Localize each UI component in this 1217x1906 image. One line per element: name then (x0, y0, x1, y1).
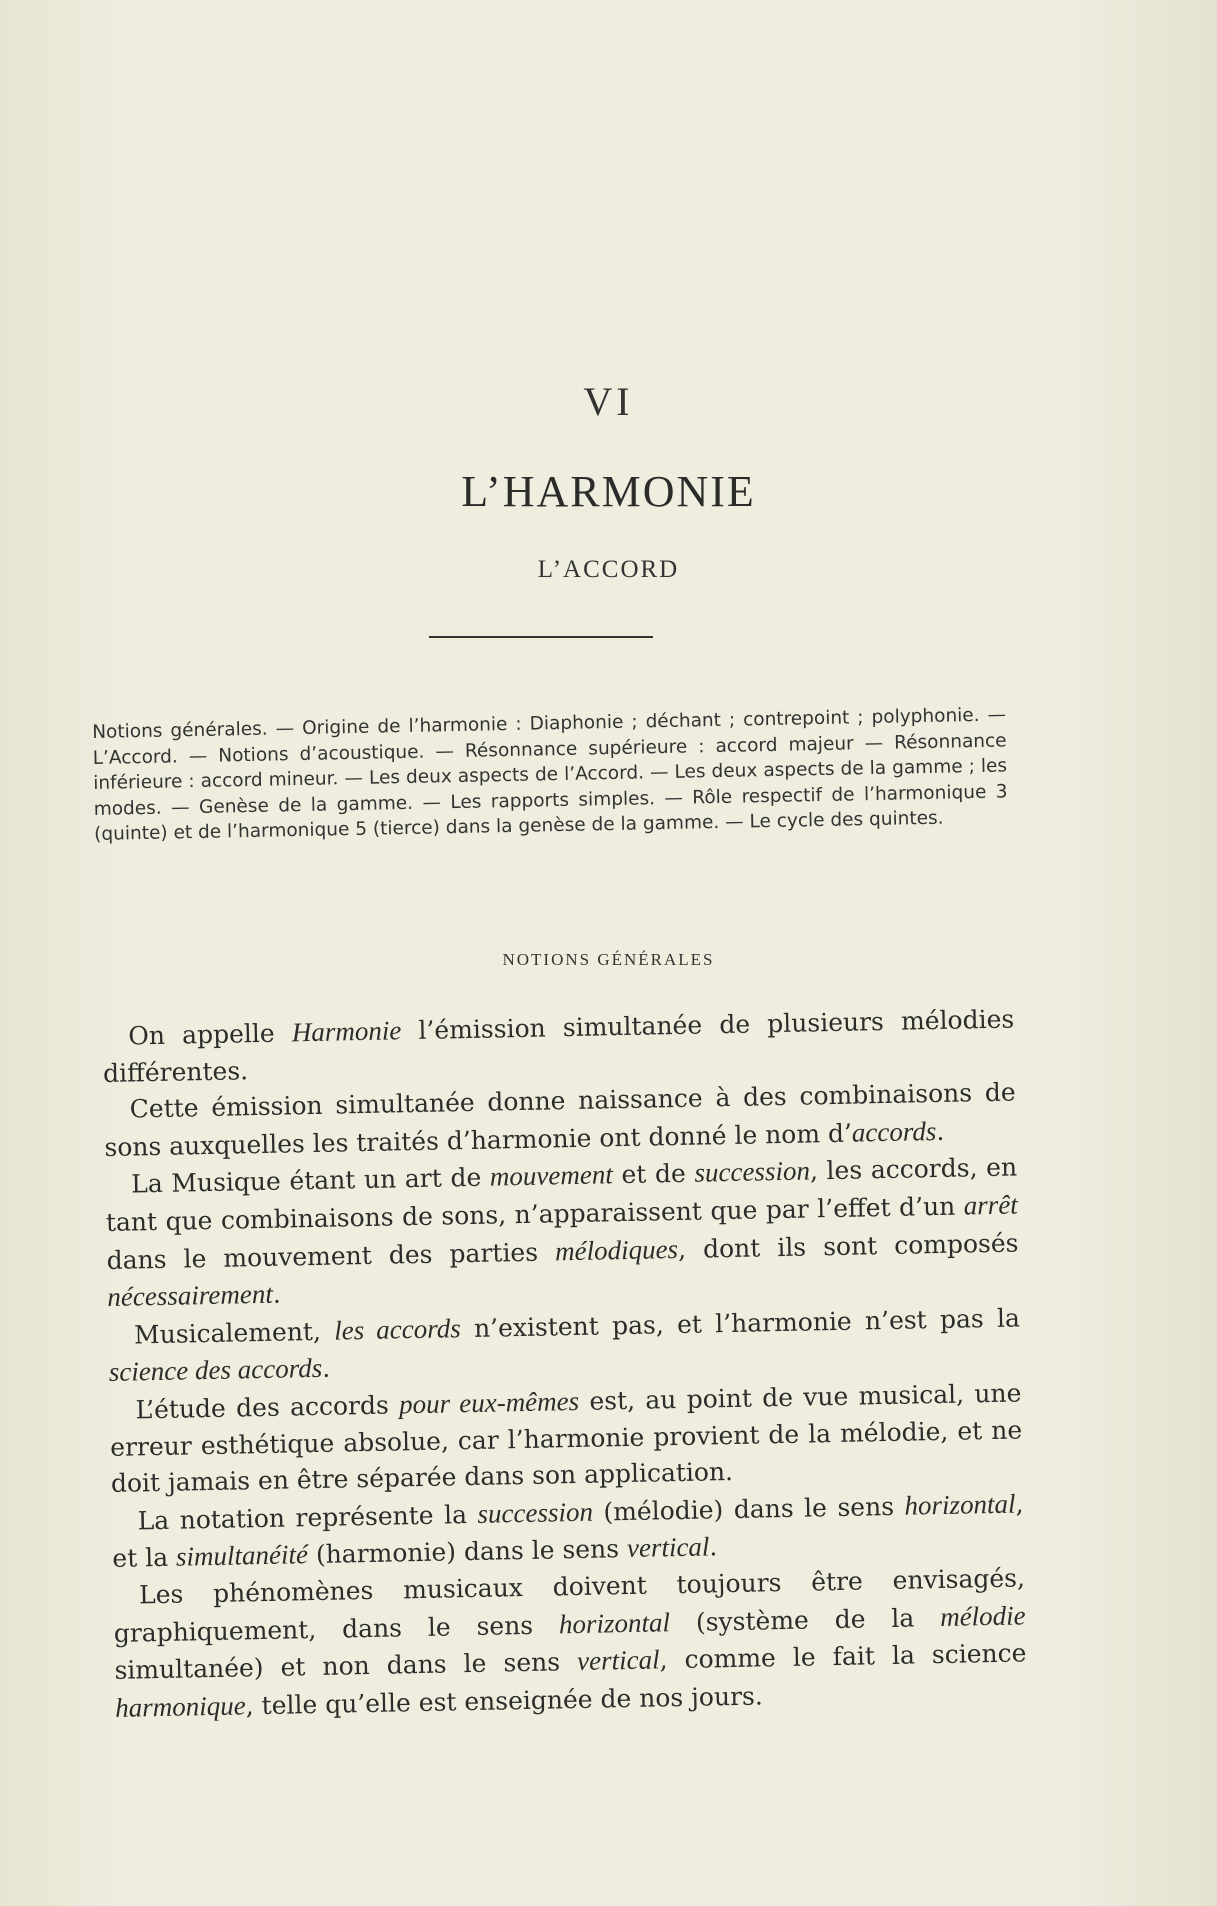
text-run: On appelle (128, 1018, 293, 1051)
italic-run: nécessairement (107, 1278, 274, 1313)
italic-run: mouvement (489, 1159, 614, 1192)
text-run: , et la (112, 1489, 1024, 1574)
italic-run: mélodie (939, 1599, 1026, 1632)
text-run: simultanée) et non dans le sens (114, 1647, 578, 1685)
section-heading: NOTIONS GÉNÉRALES (502, 950, 715, 969)
text-run: Cette émission simultanée donne naissance à des combinaisons de sons auxquelles les traités d’harmonie ont donné le nom d’ (104, 1077, 1016, 1162)
text-run: l’émission simultanée de plusieurs mélodies différentes. (102, 1004, 1015, 1088)
text-run: , telle qu’elle est enseignée de nos jours. (245, 1681, 764, 1721)
text-run: . (321, 1354, 331, 1384)
text-run: Les phénomènes musicaux doivent toujours être envisagés, graphiquement, dans le sens (113, 1563, 1026, 1648)
text-run: et de (612, 1159, 695, 1190)
text-run: (mélodie) dans le sens (592, 1491, 905, 1527)
text-run: La notation représente la (137, 1499, 478, 1536)
body-paragraph (113, 1560, 1028, 1727)
text-run: dans le mouvement des parties (106, 1236, 556, 1275)
italic-run: succession (477, 1496, 594, 1529)
text-run: . (272, 1279, 282, 1309)
italic-run: pour eux-mêmes (398, 1385, 580, 1420)
text-run: , comme le fait la science (659, 1638, 1027, 1675)
chapter-number: VI (583, 379, 634, 424)
chapter-summary: Notions générales. — Origine de l’harmonie : Diaphonie ; déchant ; contrepoint ; polyphonie. — L’Accord. — Notions d’acoustique. — Résonnance supérieure : accord majeur — Résonnance inférieure : accord mineur. — Les deux aspects de l’Accord. — Les deux aspects de la gamme ; les modes. — Genèse de la gamme. — Les rapports simples. — Rôle respectif de l’harmonique 3 (quinte) et de l’harmonique 5 (tierce) dans la genèse de la gamme. — Le cycle des quintes. (92, 704, 1008, 845)
text-run: . (936, 1116, 945, 1146)
body-paragraph (105, 1149, 1020, 1317)
chapter-subtitle: L’ACCORD (537, 556, 680, 583)
text-run: , dont ils sont composés (677, 1228, 1019, 1264)
body-paragraph (109, 1374, 1023, 1502)
title-divider (429, 636, 653, 638)
text-run: Musicalement, (133, 1316, 335, 1350)
text-run: La Musique étant un art de (130, 1162, 491, 1199)
text-run: (système de la (669, 1602, 941, 1637)
italic-run: arrêt (963, 1189, 1019, 1221)
italic-run: succession (694, 1155, 811, 1189)
italic-run: vertical (576, 1644, 660, 1677)
italic-run: les accords (333, 1312, 462, 1346)
italic-run: horizontal (558, 1606, 671, 1639)
italic-run: mélodiques (554, 1233, 679, 1266)
italic-run: science des accords (108, 1353, 323, 1388)
text-run: . (709, 1532, 718, 1562)
text-run: (harmonie) dans le sens (307, 1534, 628, 1570)
italic-run: horizontal (904, 1488, 1016, 1521)
text-run: est, au point de vue musical, une erreur esthétique absolue, car l’harmonie provient de la mélodie, et ne doit jamais en être séparée dans son application. (109, 1378, 1023, 1499)
text-run: L’étude des accords (135, 1390, 400, 1425)
text-run: , les accords, en tant que combinaisons de sons, n’apparaissent que par l’effet d’un (105, 1152, 1018, 1237)
italic-run: simultanéité (175, 1539, 309, 1572)
chapter-title: L’HARMONIE (461, 467, 756, 516)
body-text (102, 1000, 1027, 1727)
italic-run: harmonique (114, 1690, 247, 1723)
italic-run: accords (851, 1115, 937, 1148)
text-run: n’existent pas, et l’harmonie n’est pas la (460, 1303, 1021, 1343)
italic-run: vertical (626, 1531, 710, 1564)
italic-run: Harmonie (291, 1015, 402, 1048)
